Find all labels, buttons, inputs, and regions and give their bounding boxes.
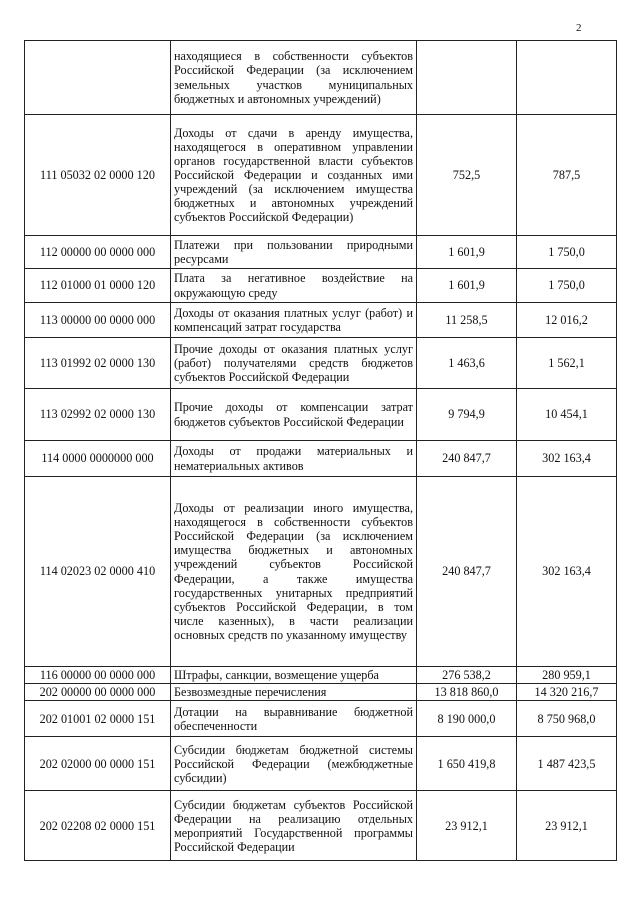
- revenue-name: Платежи при пользовании природными ресурсами: [171, 236, 417, 269]
- amount-second-year: 23 912,1: [517, 791, 617, 861]
- amount-first-year: 1 463,6: [417, 338, 517, 389]
- amount-first-year: 240 847,7: [417, 477, 517, 667]
- table-row: [25, 236, 617, 269]
- amount-first-year: [417, 41, 517, 115]
- budget-classification-code: 113 01992 02 0000 130: [25, 338, 171, 389]
- amount-first-year: 11 258,5: [417, 303, 517, 338]
- revenue-name: Доходы от оказания платных услуг (работ) и компенсаций затрат государства: [171, 303, 417, 338]
- table-row: [25, 477, 617, 667]
- budget-classification-code: 113 02992 02 0000 130: [25, 389, 171, 441]
- amount-first-year: 276 538,2: [417, 667, 517, 684]
- table-row: [25, 269, 617, 303]
- revenue-name: Субсидии бюджетам бюджетной системы Российской Федерации (межбюджетные субсидии): [171, 737, 417, 791]
- amount-second-year: 302 163,4: [517, 477, 617, 667]
- budget-classification-code: 202 01001 02 0000 151: [25, 701, 171, 737]
- amount-second-year: 8 750 968,0: [517, 701, 617, 737]
- revenue-name: Доходы от сдачи в аренду имущества, находящегося в оперативном управлении органов государственной власти субъектов Российской Федерации и созданных ими учреждений (за исключением имущества бюджетных и автономных учреждений субъектов Российской Федерации): [171, 115, 417, 236]
- amount-second-year: 1 487 423,5: [517, 737, 617, 791]
- revenue-name: Доходы от реализации иного имущества, находящегося в собственности субъектов Российской Федерации (за исключением имущества бюджетных и автономных учреждений субъектов Российской Федерации, а также имущества государственных унитарных предприятий субъектов Российской Федерации, в том числе казенных), в части реализации основных средств по указанному имуществу: [171, 477, 417, 667]
- amount-second-year: [517, 41, 617, 115]
- table-row: [25, 338, 617, 389]
- amount-first-year: 8 190 000,0: [417, 701, 517, 737]
- revenue-name: Прочие доходы от компенсации затрат бюджетов субъектов Российской Федерации: [171, 389, 417, 441]
- amount-second-year: 12 016,2: [517, 303, 617, 338]
- table-row: [25, 115, 617, 236]
- revenue-name: находящиеся в собственности субъектов Российской Федерации (за исключением земельных участков муниципальных бюджетных и автономных учреждений): [171, 41, 417, 115]
- budget-classification-code: 111 05032 02 0000 120: [25, 115, 171, 236]
- amount-first-year: 1 601,9: [417, 269, 517, 303]
- amount-second-year: 1 750,0: [517, 269, 617, 303]
- revenue-name: Безвозмездные перечисления: [171, 684, 417, 701]
- amount-second-year: 14 320 216,7: [517, 684, 617, 701]
- budget-classification-code: 112 00000 00 0000 000: [25, 236, 171, 269]
- amount-second-year: 302 163,4: [517, 441, 617, 477]
- budget-classification-code: 116 00000 00 0000 000: [25, 667, 171, 684]
- amount-first-year: 1 650 419,8: [417, 737, 517, 791]
- amount-first-year: 752,5: [417, 115, 517, 236]
- budget-classification-code: 112 01000 01 0000 120: [25, 269, 171, 303]
- budget-classification-code: [25, 41, 171, 115]
- revenue-name: Прочие доходы от оказания платных услуг (работ) получателями средств бюджетов субъектов Российской Федерации: [171, 338, 417, 389]
- amount-second-year: 280 959,1: [517, 667, 617, 684]
- amount-first-year: 9 794,9: [417, 389, 517, 441]
- revenue-name: Плата за негативное воздействие на окружающую среду: [171, 269, 417, 303]
- table-row: [25, 737, 617, 791]
- table-row: [25, 389, 617, 441]
- table-row: [25, 41, 617, 115]
- revenue-name: Дотации на выравнивание бюджетной обеспеченности: [171, 701, 417, 737]
- budget-classification-code: 113 00000 00 0000 000: [25, 303, 171, 338]
- amount-second-year: 1 750,0: [517, 236, 617, 269]
- budget-classification-code: 114 02023 02 0000 410: [25, 477, 171, 667]
- revenue-name: Субсидии бюджетам субъектов Российской Федерации на реализацию отдельных мероприятий Государственной программы Российской Федерации: [171, 791, 417, 861]
- amount-first-year: 1 601,9: [417, 236, 517, 269]
- revenue-name: Штрафы, санкции, возмещение ущерба: [171, 667, 417, 684]
- table-row: [25, 684, 617, 701]
- page-number: 2: [576, 22, 582, 34]
- budget-classification-code: 114 0000 0000000 000: [25, 441, 171, 477]
- amount-second-year: 787,5: [517, 115, 617, 236]
- amount-first-year: 240 847,7: [417, 441, 517, 477]
- amount-first-year: 13 818 860,0: [417, 684, 517, 701]
- amount-second-year: 10 454,1: [517, 389, 617, 441]
- budget-classification-code: 202 02000 00 0000 151: [25, 737, 171, 791]
- budget-classification-code: 202 00000 00 0000 000: [25, 684, 171, 701]
- revenue-name: Доходы от продажи материальных и нематериальных активов: [171, 441, 417, 477]
- table-row: [25, 303, 617, 338]
- table-row: [25, 441, 617, 477]
- table-row: [25, 791, 617, 861]
- amount-second-year: 1 562,1: [517, 338, 617, 389]
- budget-classification-code: 202 02208 02 0000 151: [25, 791, 171, 861]
- table-row: [25, 701, 617, 737]
- budget-revenue-table: [24, 40, 617, 861]
- table-row: [25, 667, 617, 684]
- amount-first-year: 23 912,1: [417, 791, 517, 861]
